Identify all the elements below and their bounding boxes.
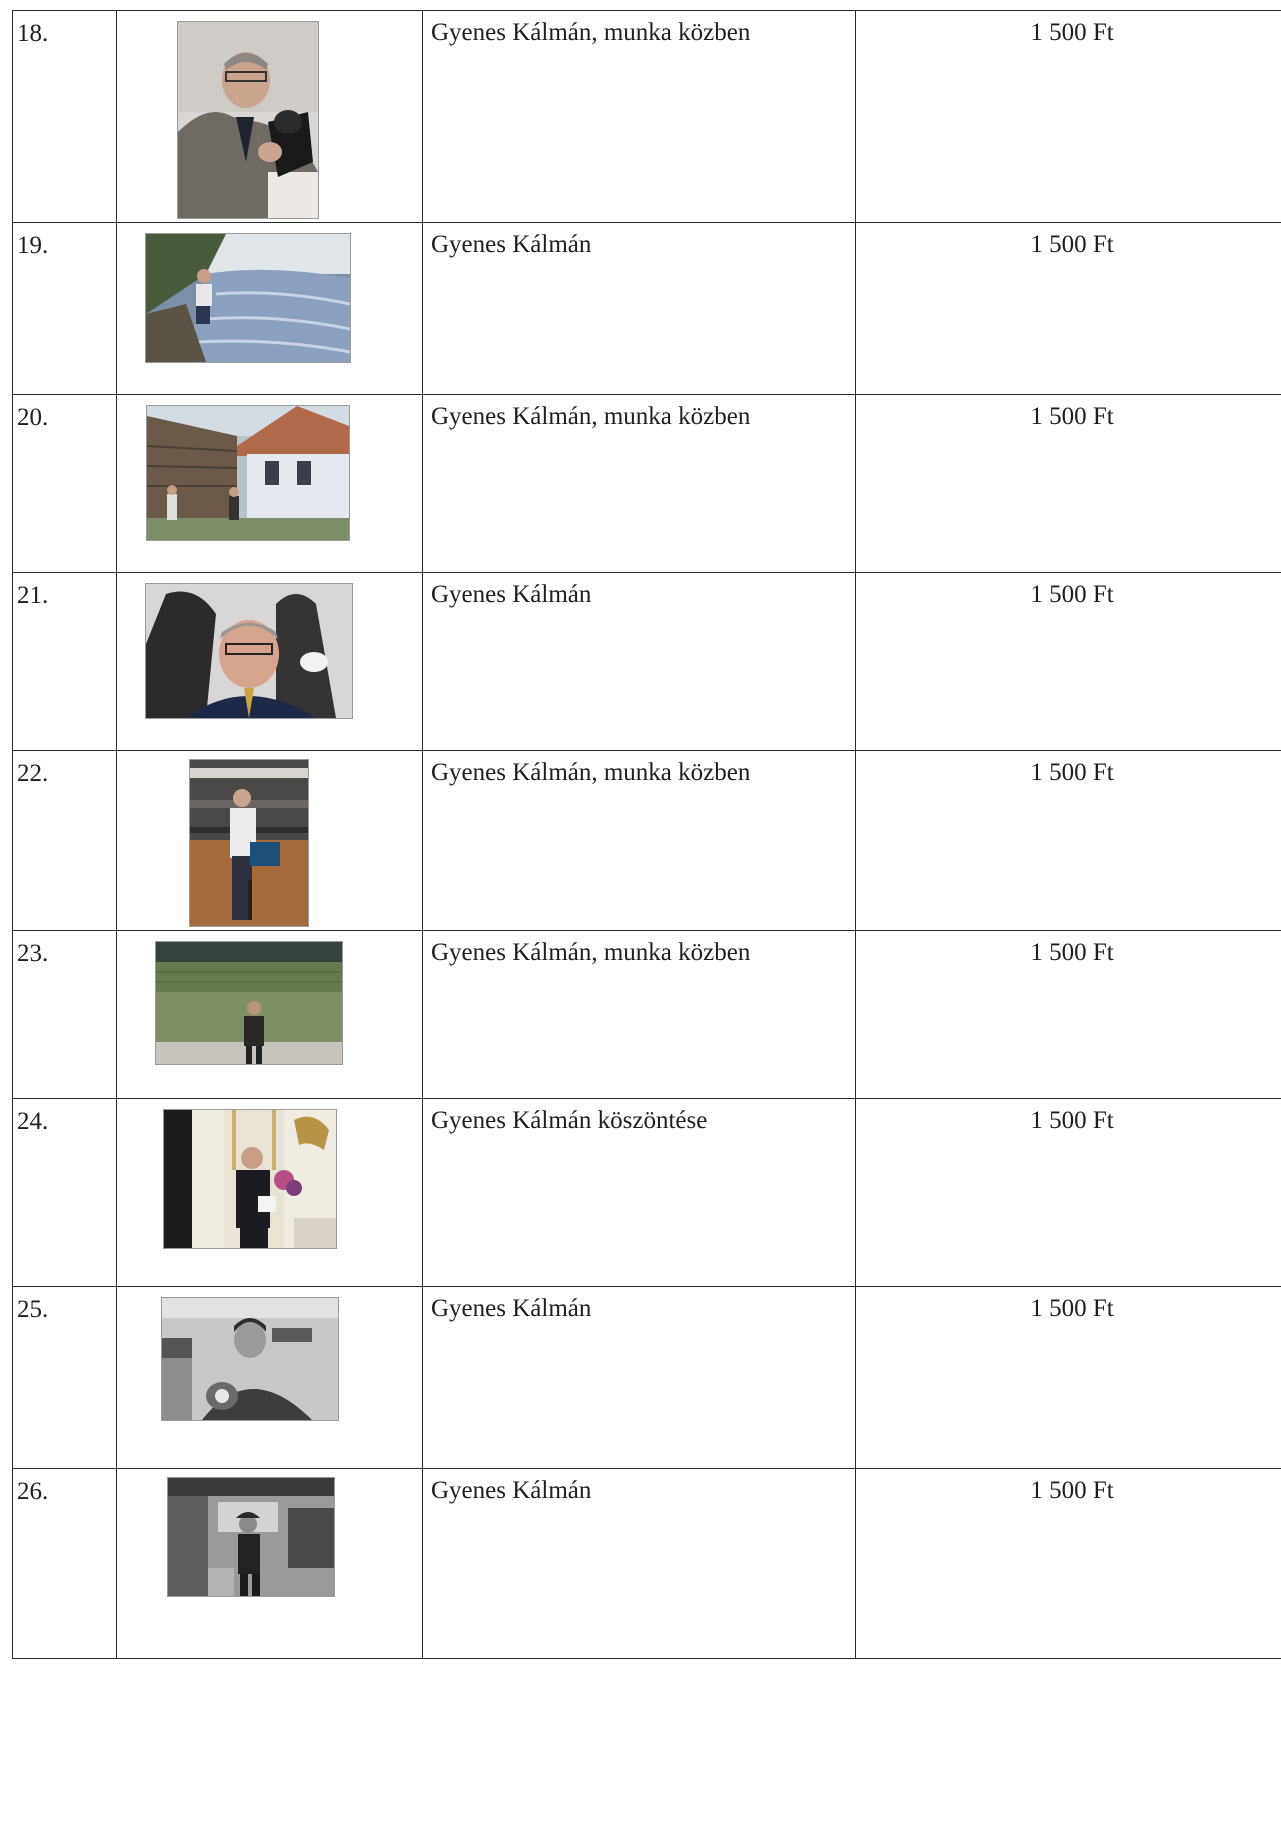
row-number-cell — [13, 751, 117, 931]
photo-cell — [117, 573, 423, 751]
photo-man-filming-in-hall-icon — [189, 759, 309, 927]
price-cell — [856, 1287, 1281, 1469]
photo-cell — [117, 1469, 423, 1659]
description-cell — [423, 1099, 856, 1287]
price-cell — [856, 223, 1281, 395]
photo-man-with-camera-seated-icon — [177, 21, 319, 219]
price-cell — [856, 751, 1281, 931]
table-row — [13, 573, 1281, 751]
price-cell — [856, 1099, 1281, 1287]
row-number: 19. — [17, 232, 49, 259]
row-number-cell — [13, 223, 117, 395]
price-cell — [856, 11, 1281, 223]
photo-cell — [117, 751, 423, 931]
description-cell — [423, 395, 856, 573]
row-number-cell — [13, 11, 117, 223]
photo-cell — [117, 1287, 423, 1469]
description-cell — [423, 223, 856, 395]
photo-price: 1 500 Ft — [1030, 581, 1114, 608]
photo-description: Gyenes Kálmán, munka közben — [431, 403, 751, 430]
photo-description: Gyenes Kálmán — [431, 1477, 592, 1504]
row-number: 22. — [17, 760, 49, 787]
row-number-cell — [13, 1099, 117, 1287]
row-number: 23. — [17, 940, 49, 967]
photo-price: 1 500 Ft — [1030, 759, 1114, 786]
row-number: 20. — [17, 404, 49, 431]
table-row — [13, 751, 1281, 931]
photo-description: Gyenes Kálmán — [431, 231, 592, 258]
photo-man-in-stadium-icon — [155, 941, 343, 1065]
photo-description: Gyenes Kálmán — [431, 1295, 592, 1322]
table-row — [13, 1469, 1281, 1659]
photo-man-in-hat-icon — [161, 1297, 339, 1421]
description-cell — [423, 573, 856, 751]
photo-price: 1 500 Ft — [1030, 403, 1114, 430]
photo-cell — [117, 223, 423, 395]
row-number: 21. — [17, 582, 49, 609]
photo-description: Gyenes Kálmán — [431, 581, 592, 608]
photo-man-by-river-icon — [145, 233, 351, 363]
photo-village-house-icon — [146, 405, 350, 541]
photo-cell — [117, 931, 423, 1099]
photo-description: Gyenes Kálmán köszöntése — [431, 1107, 708, 1134]
photo-man-in-market-icon — [167, 1477, 335, 1597]
description-cell — [423, 11, 856, 223]
photo-cell — [117, 395, 423, 573]
row-number: 18. — [17, 20, 49, 47]
photo-price: 1 500 Ft — [1030, 939, 1114, 966]
price-cell — [856, 931, 1281, 1099]
price-cell — [856, 395, 1281, 573]
description-cell — [423, 931, 856, 1099]
photo-man-with-flowers-icon — [163, 1109, 337, 1249]
row-number: 24. — [17, 1108, 49, 1135]
photo-description: Gyenes Kálmán, munka közben — [431, 19, 751, 46]
table-row — [13, 11, 1281, 223]
table-row — [13, 931, 1281, 1099]
photo-description: Gyenes Kálmán, munka közben — [431, 759, 751, 786]
row-number-cell — [13, 1469, 117, 1659]
row-number-cell — [13, 395, 117, 573]
description-cell — [423, 1287, 856, 1469]
table-row — [13, 1099, 1281, 1287]
photo-cell — [117, 1099, 423, 1287]
table-row — [13, 395, 1281, 573]
row-number: 25. — [17, 1296, 49, 1323]
photo-cell — [117, 11, 423, 223]
photo-portrait-man-glasses-icon — [145, 583, 353, 719]
row-number-cell — [13, 1287, 117, 1469]
price-cell — [856, 1469, 1281, 1659]
photo-price: 1 500 Ft — [1030, 1295, 1114, 1322]
photo-price: 1 500 Ft — [1030, 1107, 1114, 1134]
row-number-cell — [13, 931, 117, 1099]
photo-price: 1 500 Ft — [1030, 1477, 1114, 1504]
description-cell — [423, 1469, 856, 1659]
description-cell — [423, 751, 856, 931]
table-row — [13, 1287, 1281, 1469]
photo-price: 1 500 Ft — [1030, 19, 1114, 46]
photo-price: 1 500 Ft — [1030, 231, 1114, 258]
row-number: 26. — [17, 1478, 49, 1505]
row-number-cell — [13, 573, 117, 751]
catalog-sheet — [12, 10, 1281, 1826]
table-row — [13, 223, 1281, 395]
photo-catalog-table — [12, 10, 1281, 1659]
price-cell — [856, 573, 1281, 751]
photo-description: Gyenes Kálmán, munka közben — [431, 939, 751, 966]
